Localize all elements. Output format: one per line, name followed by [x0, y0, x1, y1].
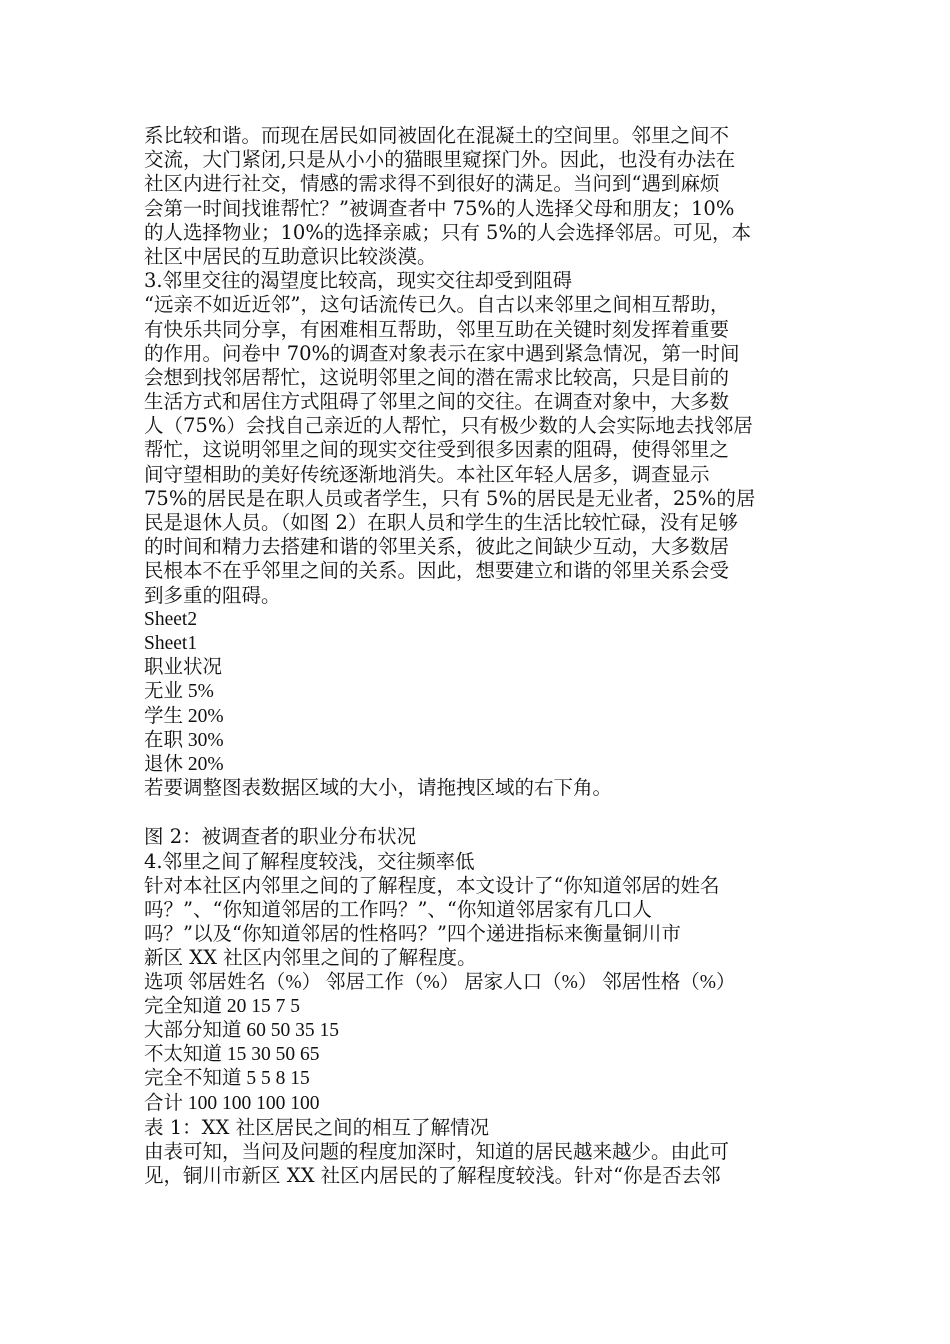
section-heading-4: [144, 850, 814, 874]
para-line: 会想到找邻居帮忙，这说明邻里之间的潜在需求比较高，只是目前的: [144, 365, 730, 389]
para-line: 会第一时间找谁帮忙？”被调查者中 75%的人选择父母和朋友；10%: [144, 196, 735, 220]
figure-2-caption: [144, 825, 814, 849]
caption-line: 表 1：XX 社区居民之间的相互了解情况: [144, 1115, 490, 1139]
table-text-line: 完全知道 20 15 7 5: [144, 995, 301, 1017]
paragraph-section-4: [144, 874, 814, 971]
chart-text-line: 无业 5%: [144, 681, 214, 703]
para-line: 系比较和谐。而现在居民如同被固化在混凝土的空间里。邻里之间不: [144, 124, 730, 147]
para-line: 的人选择物业；10%的选择亲戚；只有 5%的人会选择邻居。可见，本: [144, 220, 751, 244]
chart-text-line: 若要调整图表数据区域的大小，请拖拽区域的右下角。: [144, 778, 613, 800]
para-line: 见，铜川市新区 XX 社区内居民的了解程度较浅。针对“你是否去邻: [144, 1164, 721, 1188]
para-line: 民根本不在乎邻里之间的关系。因此，想要建立和谐的邻里关系会受: [144, 559, 730, 583]
para-line: 生活方式和居住方式阻碍了邻里之间的交往。在调查对象中，大多数: [144, 390, 730, 414]
heading-line: 4.邻里之间了解程度较浅，交往频率低: [144, 849, 475, 873]
para-line: 针对本社区内邻里之间的了解程度，本文设计了“你知道邻居的姓名: [144, 873, 720, 897]
para-line: 社区中居民的互助意识比较淡漠。: [144, 244, 437, 268]
table-text-line: 选项 邻居姓名（%） 邻居工作（%） 居家人口（%） 邻居性格（%）: [144, 971, 736, 993]
section-heading-3: [144, 269, 814, 293]
caption-line: 图 2：被调查者的职业分布状况: [144, 825, 417, 849]
document-body: [144, 124, 814, 1188]
table-text-line: 不太知道 15 30 50 65: [144, 1044, 320, 1066]
chart-text-line: Sheet1: [144, 632, 198, 654]
para-line: 帮忙，这说明邻里之间的现实交往受到很多因素的阻碍，使得邻里之: [144, 438, 730, 462]
paragraph-table-conclusion: [144, 1140, 814, 1188]
para-line: 交流，大门紧闭,只是从小小的猫眼里窥探门外。因此，也没有办法在: [144, 148, 736, 172]
embedded-chart-text: [144, 608, 814, 802]
paragraph-harmony-intro: [144, 124, 814, 269]
para-line: 到多重的阻碍。: [144, 583, 281, 607]
chart-text-line: 退休 20%: [144, 753, 224, 775]
table-text-line: 大部分知道 60 50 35 15: [144, 1019, 340, 1041]
table-1-text: [144, 971, 814, 1116]
para-line: 新区 XX 社区内邻里之间的了解程度。: [144, 946, 477, 970]
chart-text-line: 学生 20%: [144, 705, 224, 727]
para-line: 吗？”、“你知道邻居的工作吗？”、“你知道邻居家有几口人: [144, 898, 652, 921]
para-line: 的作用。问卷中 70%的调查对象表示在家中遇到紧急情况，第一时间: [144, 341, 740, 365]
para-line: 75%的居民是在职人员或者学生，只有 5%的居民是无业者，25%的居: [144, 486, 756, 510]
heading-line: 3.邻里交往的渴望度比较高，现实交往却受到阻碍: [144, 269, 573, 293]
para-line: 吗？”以及“你知道邻居的性格吗？”四个递进指标来衡量铜川市: [144, 922, 681, 946]
para-line: 人（75%）会找自己亲近的人帮忙，只有极少数的人会实际地去找邻居: [144, 414, 753, 438]
chart-text-line: 职业状况: [144, 657, 223, 679]
table-text-line: 完全不知道 5 5 8 15: [144, 1068, 310, 1090]
table-text-line: 合计 100 100 100 100: [144, 1092, 320, 1114]
chart-text-line: Sheet2: [144, 608, 198, 630]
para-line: 民是退休人员。（如图 2）在职人员和学生的生活比较忙碌，没有足够: [144, 511, 738, 534]
para-line: 由表可知，当问及问题的程度加深时，知道的居民越来越少。由此可: [144, 1139, 730, 1163]
paragraph-section-3: [144, 293, 814, 607]
blank-line: [144, 801, 814, 825]
para-line: “远亲不如近近邻”，这句话流传已久。自古以来邻里之间相互帮助，: [144, 293, 730, 317]
table-1-caption: [144, 1116, 814, 1140]
para-line: 间守望相助的美好传统逐渐地消失。本社区年轻人居多，调查显示: [144, 462, 710, 486]
para-line: 有快乐共同分享，有困难相互帮助，邻里互助在关键时刻发挥着重要: [144, 317, 730, 341]
para-line: 社区内进行社交，情感的需求得不到很好的满足。当问到“遇到麻烦: [144, 172, 720, 196]
blank-line: [144, 801, 814, 825]
para-line: 的时间和精力去搭建和谐的邻里关系，彼此之间缺少互动，大多数居: [144, 535, 730, 559]
chart-text-line: 在职 30%: [144, 729, 224, 751]
